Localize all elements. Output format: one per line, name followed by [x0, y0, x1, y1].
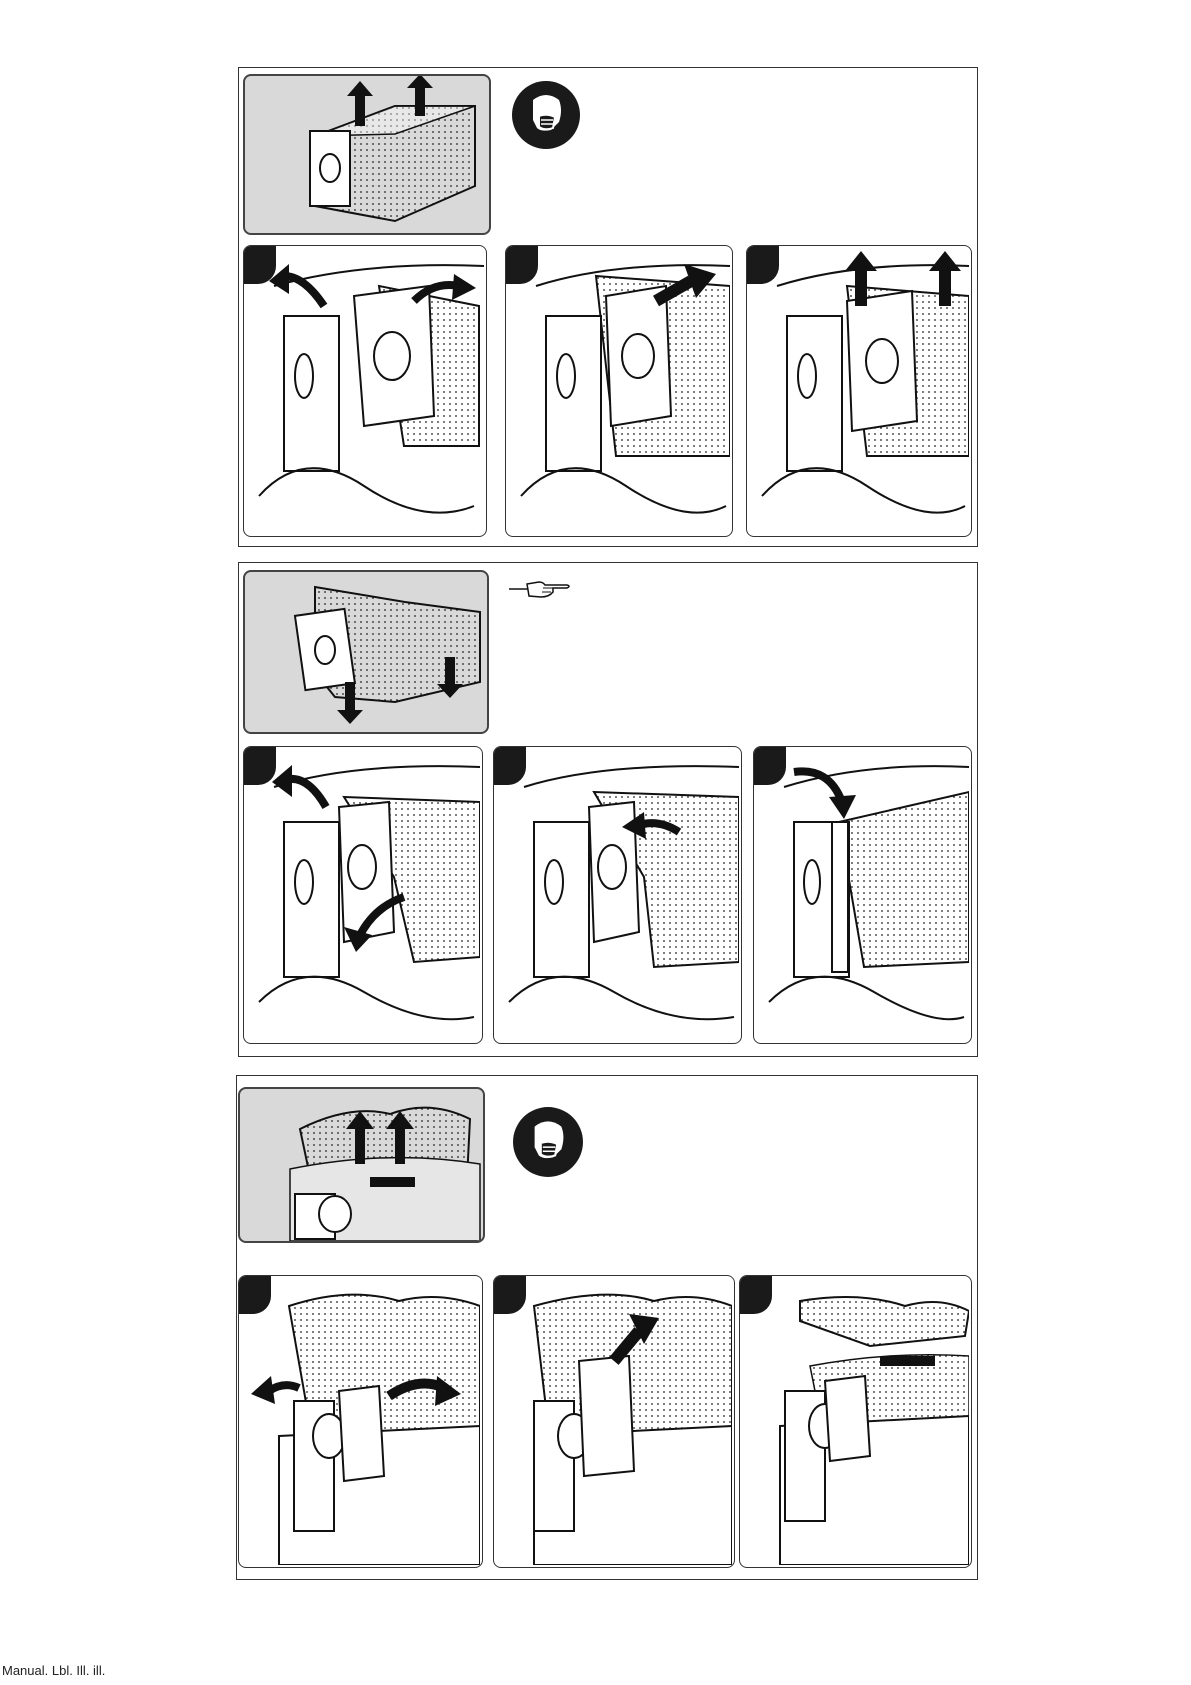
step-marker [493, 1275, 526, 1314]
step-panel-1-open-disposal-holder [238, 1275, 483, 1568]
step-panel-3-close-holder [753, 746, 972, 1044]
step-panel-1-open-flap [243, 245, 487, 537]
step-panel-3-lift-bag [746, 245, 972, 537]
dust-mask-icon [512, 1106, 584, 1178]
step-marker [739, 1275, 772, 1314]
pointing-hand-icon [509, 578, 579, 600]
step-panel-2-insert-bag [493, 746, 742, 1044]
footer-text: Manual. Lbl. Ill. ill. [2, 1663, 106, 1678]
step-panel-2-pull-disposal-tab [493, 1275, 735, 1568]
step-marker [493, 746, 526, 785]
step-panel-3-remove-disposal-bag [739, 1275, 972, 1568]
step-marker [243, 746, 276, 785]
step-marker [505, 245, 538, 284]
step-marker [753, 746, 786, 785]
step-marker [243, 245, 276, 284]
step-panel-1-open-holder [243, 746, 483, 1044]
dust-mask-icon [511, 80, 581, 150]
overview-illustration-disposal-bag [238, 1087, 485, 1243]
step-marker [746, 245, 779, 284]
step-marker [238, 1275, 271, 1314]
overview-illustration-bag-insertion [243, 570, 489, 734]
overview-illustration-bag-removal [243, 74, 491, 235]
step-panel-2-pull-tab [505, 245, 733, 537]
